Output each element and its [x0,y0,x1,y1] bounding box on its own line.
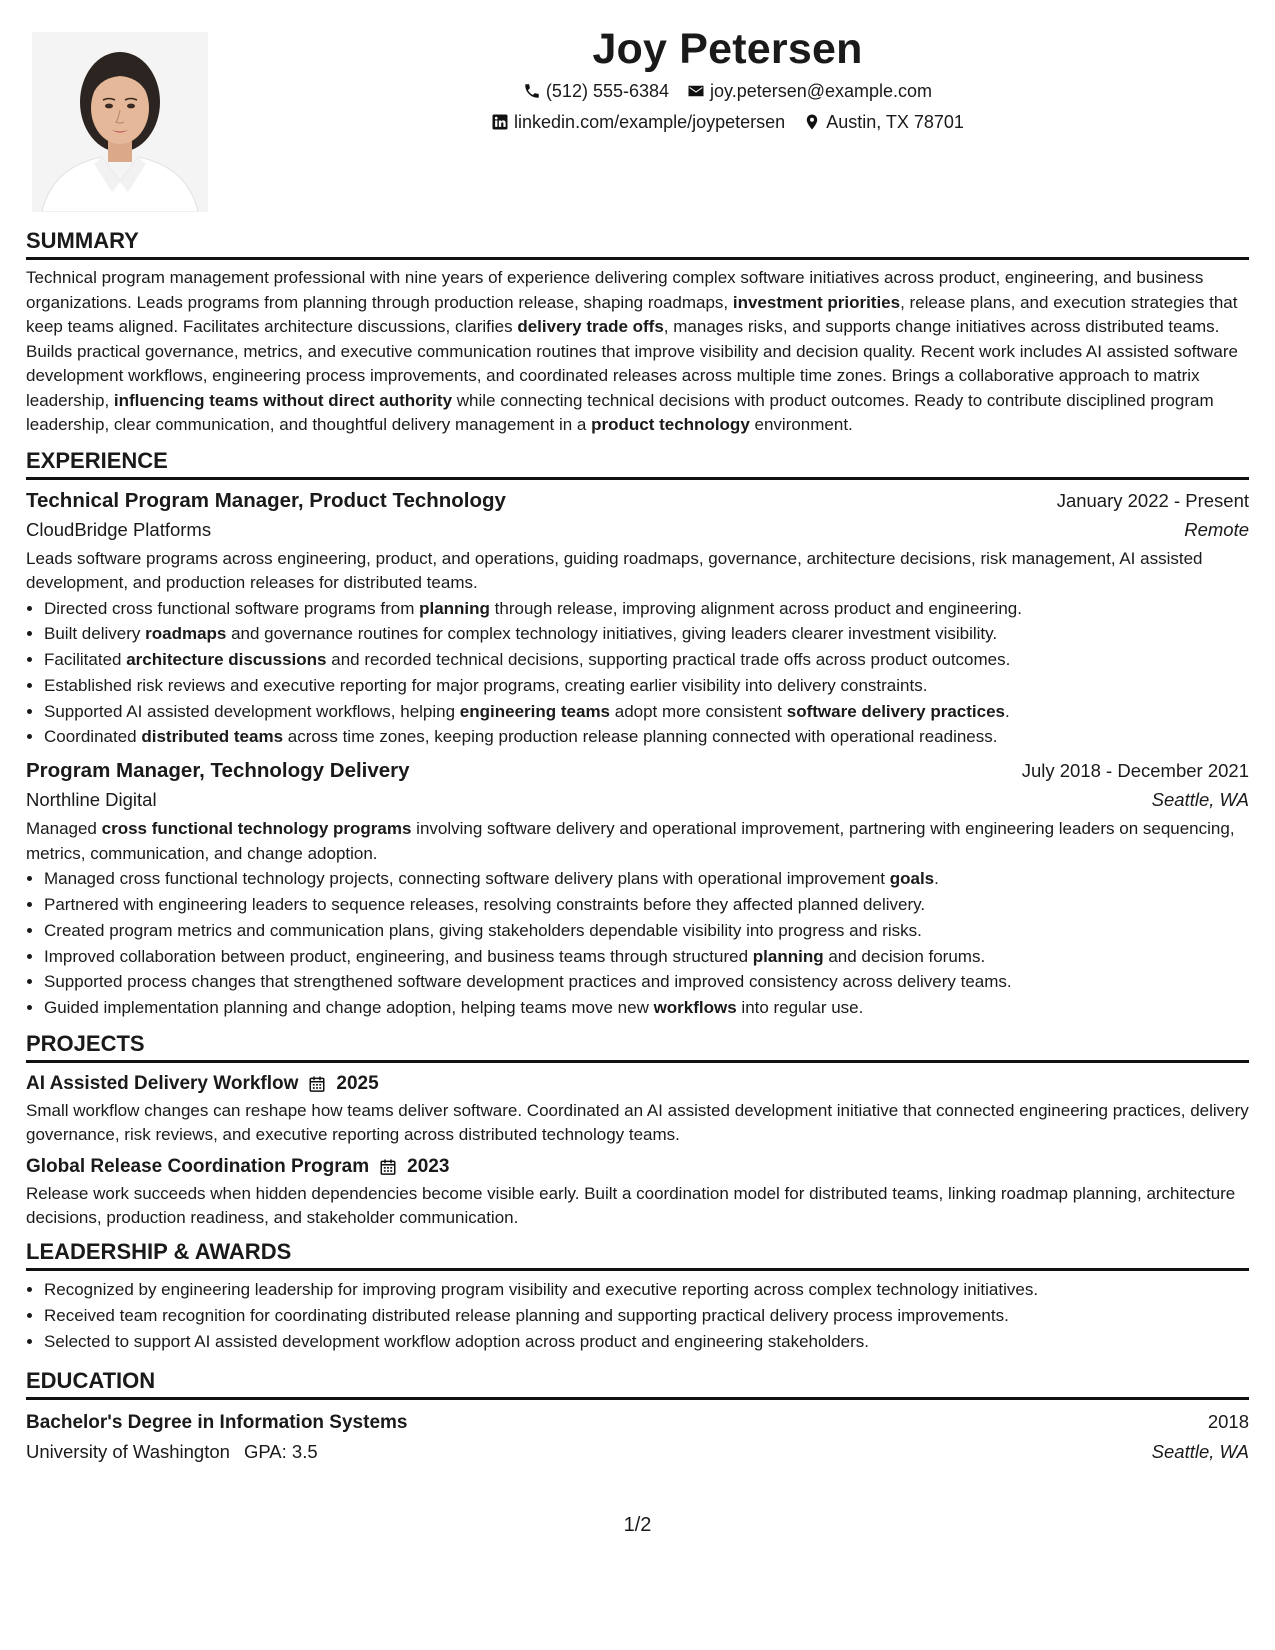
bullet-item [44,892,1249,918]
email-text: joy.petersen@example.com [710,81,933,101]
graduation-year: 2018 [1207,1411,1249,1433]
bullet-item [44,918,1249,944]
linkedin-text: linkedin.com/example/joypetersen [514,112,786,132]
text-run: . [1005,701,1010,721]
text-run: Directed cross functional software programs from [44,598,420,618]
text-run: and governance routines for complex technology initiatives, giving leaders clearer investment visibility. [226,624,998,644]
resume-page [26,22,1249,1467]
school-location: Seattle, WA [1151,1441,1249,1463]
bullet-item [44,673,1249,699]
text-run: Technical program management professional with nine years of experience delivering complex software initiatives across product, engineering, and business organizations. Leads programs from planning through production release, shaping roadmaps, [26,268,1204,312]
bold-text: delivery trade offs [517,317,664,336]
bold-text: planning [752,946,824,966]
linkedin-icon [491,113,509,131]
text-run: Guided implementation planning and change adoption, helping teams move new [44,998,654,1018]
job-location: Seattle, WA [1151,789,1249,811]
education-section [26,1354,1249,1467]
text-run: into regular use. [736,998,864,1018]
job-intro [26,817,1249,866]
text-run: Improved collaboration between product, engineering, and business teams through structured [44,946,753,966]
bold-text: product technology [591,415,750,434]
envelope-icon [687,82,705,100]
text-run: across time zones, keeping production release planning connected with operational readiness. [283,727,998,747]
map-pin-icon [803,113,821,131]
bullet-item [44,699,1249,725]
leadership-bullets [26,1277,1249,1354]
text-run: and recorded technical decisions, supporting practical trade offs across product outcomes. [326,650,1011,670]
contact-line-1 [206,80,1249,102]
text-run: and decision forums. [823,946,986,966]
text-run: Partnered with engineering leaders to sequence releases, resolving constraints before they affected planned delivery. [44,895,926,915]
job-dates: July 2018 - December 2021 [1021,760,1249,782]
candidate-name: Joy Petersen [592,25,863,73]
bullet-item [44,969,1249,995]
text-run: through release, improving alignment across product and engineering. [489,598,1022,618]
company-name: CloudBridge Platforms [26,518,212,540]
bullet-item [44,596,1249,622]
job-title: Technical Program Manager, Product Technology [26,488,506,512]
projects-section [26,1021,1249,1229]
bold-text: engineering teams [459,701,611,721]
text-run: , manages risks, and supports change initiatives across distributed teams. Builds practical governance, metrics, and executive communication routines that improve visibility and decision quality. Recent work includes AI assisted software development workflows, engineering process improvements, and coordinated releases across multiple time zones. Brings a collaborative approach to matrix leadership, [26,317,1238,410]
bold-text: planning [419,598,490,618]
job-intro [26,547,1249,596]
job-entry [26,487,1249,751]
bold-text: workflows [653,998,737,1018]
text-run: while connecting technical decisions with product outcomes. Ready to contribute disciplined program leadership, clear communication, and thoughtful delivery management in a [26,390,1214,434]
page-number: 1/2 [623,1514,652,1536]
bullet-item [44,995,1249,1021]
bold-text: distributed teams [141,727,284,747]
school-name: University of Washington [26,1441,230,1463]
bold-text: goals [889,869,935,889]
contact-line-2 [206,111,1249,133]
phone-text: (512) 555-6384 [545,81,670,101]
project-description: Small workflow changes can reshape how teams deliver software. Coordinated an AI assisted development initiative that connected engineering practices, delivery governance, risk reviews, and executive reporting across distributed technology teams. [26,1101,1249,1144]
location-text: Austin, TX 78701 [826,112,964,132]
text-run: Leads software programs across engineering, product, and operations, guiding roadmaps, governance, architecture decisions, risk management, AI assisted development, and production releases for distributed teams. [26,548,1203,592]
education-entry [26,1408,1249,1467]
text-run: Coordinated [44,727,142,747]
text-run: Facilitated [44,650,127,670]
header-info [206,22,1249,133]
phone-icon [523,82,541,100]
summary-section [26,218,1249,438]
calendar-icon [379,1158,397,1176]
bullet-item [44,944,1249,970]
summary-text [26,266,1249,438]
text-run: Created program metrics and communication plans, giving stakeholders dependable visibility into progress and risks. [44,920,922,940]
text-run: environment. [749,415,853,434]
company-name: Northline Digital [26,789,157,811]
bullet-item [44,866,1249,892]
job-title: Program Manager, Technology Delivery [26,759,410,783]
text-run: . [934,869,939,889]
bullet-item [44,647,1249,673]
linkedin-contact[interactable] [491,111,785,133]
bullet-item [44,724,1249,750]
phone-contact[interactable] [523,80,669,102]
calendar-icon [308,1075,326,1093]
education-heading: EDUCATION [26,1354,1249,1400]
location-contact [803,111,964,133]
job-location: Remote [1184,518,1249,540]
bold-text: cross functional technology programs [101,819,412,839]
experience-heading: EXPERIENCE [26,438,1249,480]
text-run: , release plans, and execution strategies that keep teams aligned. Facilitates architecture discussions, clarifies [26,292,1238,336]
text-run: Managed [26,819,102,839]
job-bullets [26,596,1249,751]
text-run: adopt more consistent [610,701,787,721]
project-entry [26,1071,1249,1146]
bullet-item [44,621,1249,647]
email-contact[interactable] [687,80,932,102]
leadership-item: • Selected to support AI assisted development workflow adoption across product and engineering stakeholders. [44,1329,1249,1355]
job-entry [26,757,1249,1021]
project-name: AI Assisted Delivery Workflow [26,1073,299,1095]
bold-text: investment priorities [732,292,901,312]
summary-heading: SUMMARY [26,218,1249,260]
project-year: 2025 [336,1073,379,1095]
text-run: involving software delivery and operational improvement, partnering with engineering leaders on sequencing, metrics, communication, and change adoption. [26,819,1235,863]
leadership-section [26,1229,1249,1354]
text-run: Established risk reviews and executive reporting for major programs, creating earlier visibility into delivery constraints. [44,675,928,695]
bold-text: roadmaps [145,624,227,644]
resume-header [26,22,1249,218]
bold-text: software delivery practices [786,701,1006,721]
text-run: Managed cross functional technology projects, connecting software delivery plans with operational improvement [44,869,890,889]
gpa: GPA: 3.5 [243,1441,318,1463]
project-description: Release work succeeds when hidden dependencies become visible early. Built a coordination model for distributed teams, linking roadmap planning, architecture decisions, production readiness, and stakeholder communication. [26,1184,1236,1227]
text-run: Built delivery [44,624,146,644]
bold-text: architecture discussions [126,650,327,670]
degree-name: Bachelor's Degree in Information Systems [26,1412,408,1434]
experience-section [26,438,1249,1022]
leadership-item: • Received team recognition for coordinating distributed release planning and supporting practical delivery process improvements. [44,1303,1249,1329]
project-name: Global Release Coordination Program [26,1156,370,1178]
project-entry [26,1154,1249,1229]
bold-text: influencing teams without direct authority [113,390,453,410]
leadership-item: • Recognized by engineering leadership for improving program visibility and executive reporting across complex technology initiatives. [44,1277,1249,1303]
leadership-heading: LEADERSHIP & AWARDS [26,1229,1249,1271]
job-bullets [26,866,1249,1021]
text-run: Supported AI assisted development workflows, helping [44,701,460,721]
job-dates: January 2022 - Present [1056,489,1249,511]
text-run: Supported process changes that strengthened software development practices and improved consistency across delivery teams. [44,972,1012,992]
project-year: 2023 [407,1156,450,1178]
profile-photo [32,32,208,212]
projects-heading: PROJECTS [26,1021,1249,1063]
